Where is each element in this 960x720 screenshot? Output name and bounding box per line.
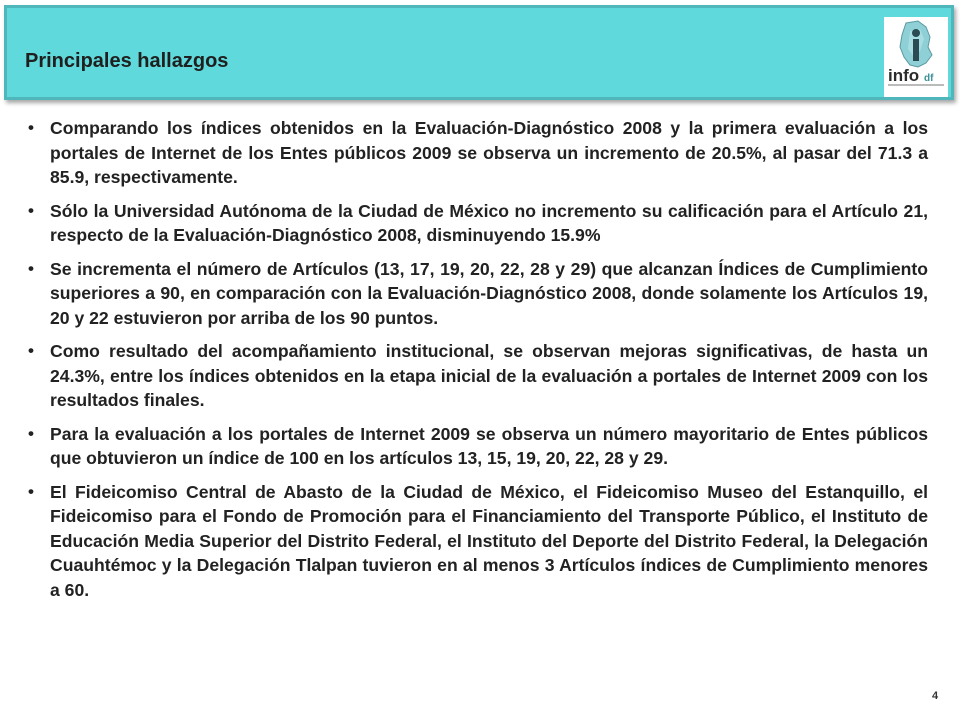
bullet-icon: •	[28, 423, 34, 443]
header-band	[4, 5, 954, 100]
list-item	[28, 339, 928, 413]
bullet-icon: •	[28, 341, 34, 360]
list-item-text: Para la evaluación a los portales de Internet 2009 se observa un número mayoritario de Entes públicos que obtuvieron un índice de 100 en los artículos 13, 15, 19, 20, 22, 28 y 29.	[50, 423, 928, 468]
infodf-logo	[884, 17, 948, 97]
list-item-text: Como resultado del acompañamiento institucional, se observan mejoras significativas, de hasta un 24.3%, entre los índices obtenidos en la etapa inicial de la evaluación a portales de Internet 2009 con los resultados finales.	[50, 341, 928, 410]
logo-suffix: df	[924, 73, 934, 84]
bullet-icon: •	[28, 118, 34, 137]
page-number: 4	[932, 690, 939, 702]
page-title: Principales hallazgos	[25, 50, 229, 72]
logo-wordmark: info	[888, 66, 920, 85]
list-item	[28, 199, 928, 248]
list-item-text: Comparando los índices obtenidos en la Evaluación-Diagnóstico 2008 y la primera evaluación a los portales de Internet de los Entes públicos 2009 se observa un incremento de 20.5%, al pasar del 71.3 a 85.9, respectivamente.	[50, 118, 928, 187]
list-item-text: Se incrementa el número de Artículos (13, 17, 19, 20, 22, 28 y 29) que alcanzan Índices de Cumplimiento superiores a 90, en comparación con la Evaluación-Diagnóstico 2008, donde solamente los Artículos 19, 20 y 22 estuvieron por arriba de los 90 puntos.	[50, 258, 928, 328]
list-item-text: El Fideicomiso Central de Abasto de la Ciudad de México, el Fideicomiso Museo del Estanquillo, el Fideicomiso para el Fondo de Promoción para el Financiamiento del Transporte Público, el Instituto de Educación Media Superior del Distrito Federal, el Instituto del Deporte del Distrito Federal, la Delegación Cuauhtémoc y la Delegación Tlalpan tuvieron en al menos 3 Artículos índices de Cumplimiento menores a 60.	[50, 481, 928, 600]
bullet-icon: •	[28, 200, 34, 220]
list-item	[28, 116, 928, 190]
list-item-text: Sólo la Universidad Autónoma de la Ciudad de México no incremento su calificación para el Artículo 21, respecto de la Evaluación-Diagnóstico 2008, disminuyendo 15.9%	[50, 200, 928, 245]
list-item	[28, 257, 928, 331]
list-item	[28, 480, 928, 603]
list-item	[28, 422, 928, 471]
findings-content	[28, 116, 928, 611]
infodf-logo-icon	[884, 17, 948, 97]
bullet-icon: •	[28, 481, 34, 501]
findings-list	[28, 116, 928, 602]
bullet-icon: •	[28, 258, 34, 278]
